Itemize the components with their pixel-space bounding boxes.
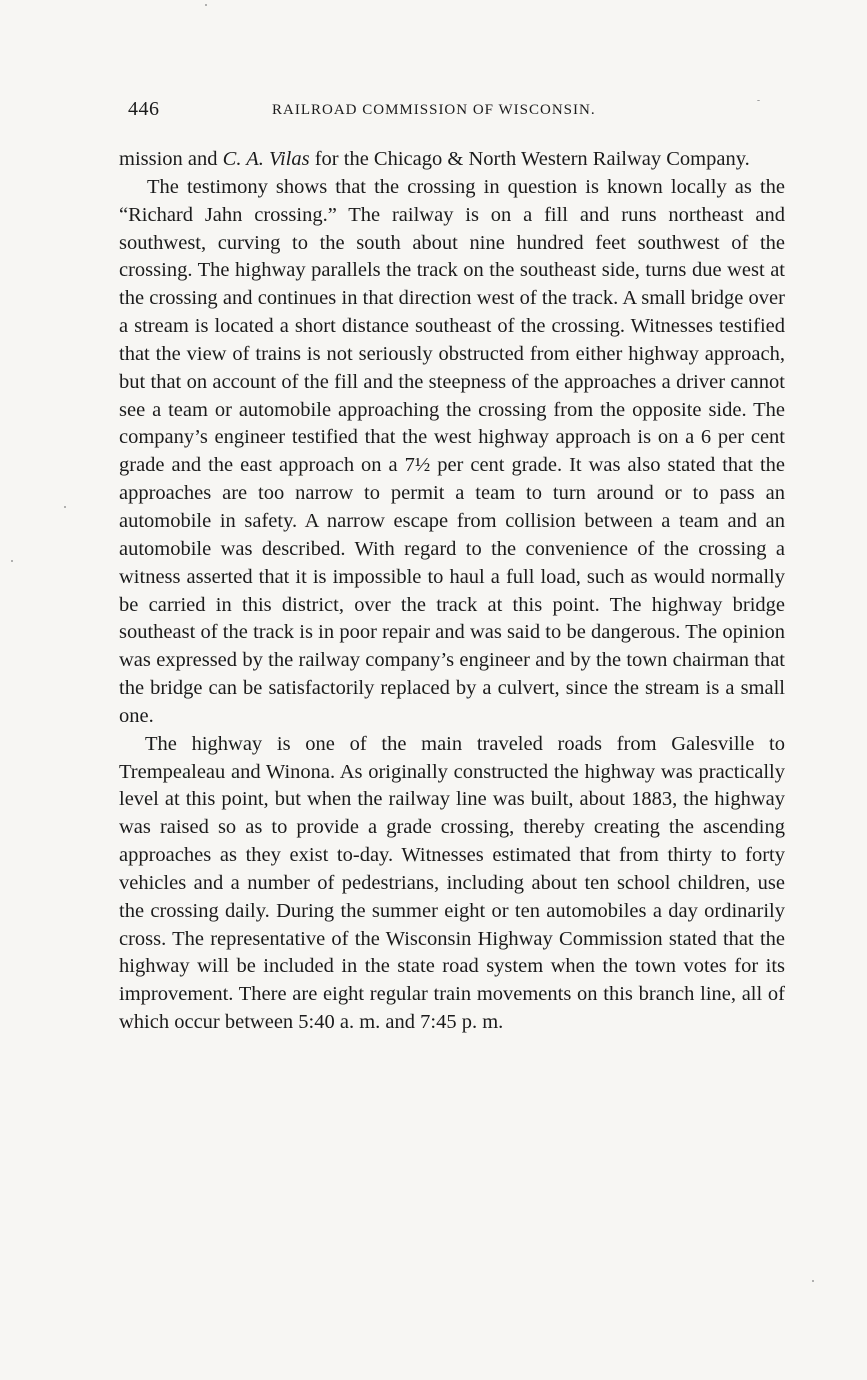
paper-speck: [812, 1280, 814, 1282]
page-number: 446: [128, 98, 160, 120]
paper-speck: [64, 506, 66, 508]
paper-speck: [11, 560, 13, 562]
paper-speck: [205, 4, 207, 6]
paragraph-highway: The highway is one of the main traveled roads from Galesville to Trempealeau and Winona. As originally constructed the highway was practically level at this point, but when the railway line was built, about 1883, the highway was raised so as to provide a grade crossing, thereby creating the ascending approaches as they exist to-day. Witnesses estimated that from thirty to forty vehicles and a number of pedestrians, including about ten school children, use the crossing daily. During the summer eight or ten automobiles a day ordinarily cross. The representative of the Wisconsin Highway Commission stated that the highway will be included in the state road system when the town votes for its improvement. There are eight regular train movements on this branch line, all of which occur between 5:40 a. m. and 7:45 p. m.: [119, 732, 785, 1034]
paragraph-1-text-a: mission and: [119, 148, 223, 170]
counsel-name: C. A. Vilas: [222, 148, 310, 170]
paragraph-continuation: [119, 146, 785, 174]
paragraph-1-text-b: for the Chicago & North Western Railway Company.: [309, 148, 750, 170]
paragraph-testimony: The testimony shows that the crossing in question is known locally as the “Richard Jahn crossing.” The railway is on a fill and runs northeast and southwest, curving to the south about nine hundred feet southwest of the crossing. The highway parallels the track on the southeast side, turns due west at the crossing and continues in that direction west of the track. A small bridge over a stream is located a short distance southeast of the crossing. Witnesses testified that the view of trains is not seriously obstructed from either highway approach, but that on account of the fill and the steepness of the approaches a driver cannot see a team or automobile approaching the crossing from the opposite side. The company’s engineer testified that the west highway approach is on a 6 per cent grade and the east approach on a 7½ per cent grade. It was also stated that the approaches are too narrow to permit a team to turn around or to pass an automobile in safety. A narrow escape from collision between a team and an automobile was described. With regard to the convenience of the crossing a witness asserted that it is impossible to haul a full load, such as would normally be carried in this district, over the track at this point. The highway bridge southeast of the track is in poor repair and was said to be dangerous. The opinion was expressed by the railway company’s engineer and by the town chairman that the bridge can be satisfactorily replaced by a culvert, since the stream is a small one.: [119, 175, 785, 727]
paper-speck: [757, 100, 760, 101]
body-text: [119, 146, 785, 1037]
page-header: [128, 98, 788, 122]
running-head: RAILROAD COMMISSION OF WISCONSIN.: [272, 102, 596, 118]
